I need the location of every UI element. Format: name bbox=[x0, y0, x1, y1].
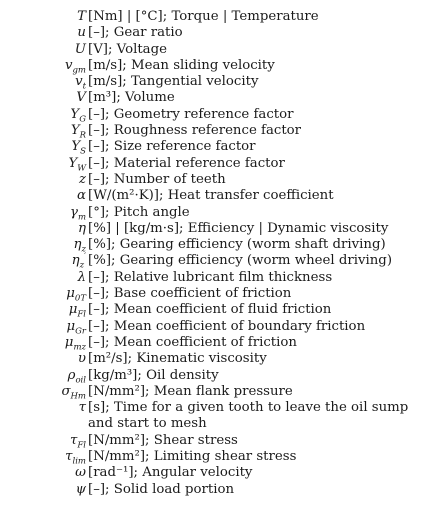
nomenclature-row bbox=[0, 25, 424, 41]
nomenclature-row bbox=[0, 351, 424, 367]
symbol: $\rho_{oil}$ bbox=[67, 367, 86, 386]
definition: [m/s]; Mean sliding velocity bbox=[88, 57, 275, 73]
definition: [%]; Gearing efficiency (worm wheel driving) bbox=[88, 253, 393, 269]
nomenclature-row bbox=[0, 74, 424, 90]
symbol: $\eta_z$ bbox=[73, 237, 86, 255]
definition: [–]; Mean coefficient of boundary friction bbox=[88, 318, 366, 334]
nomenclature-row bbox=[0, 302, 424, 318]
nomenclature-row bbox=[0, 270, 424, 286]
definition: [–]; Number of teeth bbox=[88, 171, 226, 187]
nomenclature-row bbox=[0, 482, 424, 498]
nomenclature-row bbox=[0, 384, 424, 400]
symbol: $v_t$ bbox=[75, 74, 86, 92]
nomenclature-row bbox=[0, 449, 424, 465]
symbol: $Y_R$ bbox=[70, 123, 86, 141]
nomenclature-row bbox=[0, 400, 424, 433]
symbol: $Y_W$ bbox=[68, 155, 86, 174]
symbol: υ bbox=[77, 351, 86, 367]
definition: [m/s]; Tangential velocity bbox=[88, 74, 259, 90]
nomenclature-row bbox=[0, 58, 424, 74]
symbol: $\mu_{Fl}$ bbox=[68, 302, 86, 320]
nomenclature-row bbox=[0, 205, 424, 221]
symbol: V bbox=[76, 90, 86, 106]
nomenclature-row bbox=[0, 319, 424, 335]
definition: [%] | [kg/m·s]; Efficiency | Dynamic viscosity bbox=[88, 220, 389, 236]
symbol: η bbox=[78, 220, 86, 236]
definition: [V]; Voltage bbox=[88, 41, 167, 57]
symbol: $\gamma_m$ bbox=[69, 204, 86, 223]
nomenclature-row bbox=[0, 139, 424, 158]
definition: [Nm] | [°C]; Torque | Temperature bbox=[88, 9, 319, 24]
nomenclature-row bbox=[0, 156, 424, 172]
symbol: ψ bbox=[75, 481, 86, 497]
symbol: $\mu_{Gr}$ bbox=[66, 318, 86, 337]
nomenclature-row bbox=[0, 237, 424, 253]
nomenclature-row bbox=[0, 252, 424, 272]
definition: [–]; Relative lubricant film thickness bbox=[88, 269, 333, 285]
nomenclature-row bbox=[0, 42, 424, 58]
symbol: $\mu_{0T}$ bbox=[66, 286, 86, 304]
definition: [W/(m²·K)]; Heat transfer coefficient bbox=[88, 188, 334, 204]
definition: [–]; Material reference factor bbox=[88, 155, 285, 171]
symbol: z bbox=[78, 171, 86, 187]
symbol: τ bbox=[78, 400, 86, 416]
symbol: $v_{gm}$ bbox=[64, 57, 86, 76]
symbol: u bbox=[77, 25, 86, 41]
definition: [kg/m³]; Oil density bbox=[88, 367, 219, 383]
nomenclature-list bbox=[0, 9, 424, 498]
symbol: λ bbox=[77, 269, 86, 285]
definition: [–]; Size reference factor bbox=[88, 139, 256, 155]
nomenclature-row bbox=[0, 123, 424, 139]
symbol: $Y_G$ bbox=[70, 106, 86, 125]
definition: [m²/s]; Kinematic viscosity bbox=[88, 351, 267, 367]
symbol: α bbox=[77, 188, 86, 204]
definition: [°]; Pitch angle bbox=[88, 204, 190, 220]
definition: [N/mm²]; Shear stress bbox=[88, 432, 238, 448]
definition: [rad⁻¹]; Angular velocity bbox=[88, 465, 253, 481]
definition: [N/mm²]; Limiting shear stress bbox=[88, 449, 297, 465]
symbol: $\eta_z'$ bbox=[71, 252, 86, 272]
definition: [–]; Mean coefficient of fluid friction bbox=[88, 302, 332, 318]
definition: [–]; Roughness reference factor bbox=[88, 123, 302, 139]
nomenclature-row bbox=[0, 107, 424, 123]
symbol: U bbox=[74, 41, 86, 57]
nomenclature-row bbox=[0, 286, 424, 302]
nomenclature-row bbox=[0, 465, 424, 481]
nomenclature-row bbox=[0, 9, 424, 25]
definition: [–]; Base coefficient of friction bbox=[88, 286, 292, 302]
definition: [–]; Geometry reference factor bbox=[88, 106, 294, 122]
definition: [–]; Solid load portion bbox=[88, 481, 235, 497]
definition: [%]; Gearing efficiency (worm shaft driving) bbox=[88, 237, 386, 253]
definition: [N/mm²]; Mean flank pressure bbox=[88, 383, 293, 399]
definition: [m³]; Volume bbox=[88, 90, 175, 106]
nomenclature-row bbox=[0, 172, 424, 188]
symbol: $\mu_{mz}$ bbox=[64, 334, 86, 353]
nomenclature-row bbox=[0, 221, 424, 237]
nomenclature-row bbox=[0, 335, 424, 351]
symbol: $\tau_{lim}$ bbox=[65, 449, 86, 467]
symbol: $\sigma_{Hm}$ bbox=[61, 383, 86, 402]
definition: [–]; Mean coefficient of friction bbox=[88, 334, 297, 350]
nomenclature-row bbox=[0, 90, 424, 106]
symbol: T bbox=[77, 9, 86, 24]
symbol: $\tau_{Fl}$ bbox=[70, 432, 86, 451]
symbol: ω bbox=[75, 465, 86, 481]
nomenclature-row bbox=[0, 188, 424, 204]
nomenclature-row bbox=[0, 433, 424, 449]
nomenclature-row bbox=[0, 368, 424, 384]
symbol: $Y_S$ bbox=[71, 139, 86, 158]
definition: [s]; Time for a given tooth to leave the oil sump and start to mesh bbox=[88, 400, 409, 432]
definition: [–]; Gear ratio bbox=[88, 25, 183, 41]
